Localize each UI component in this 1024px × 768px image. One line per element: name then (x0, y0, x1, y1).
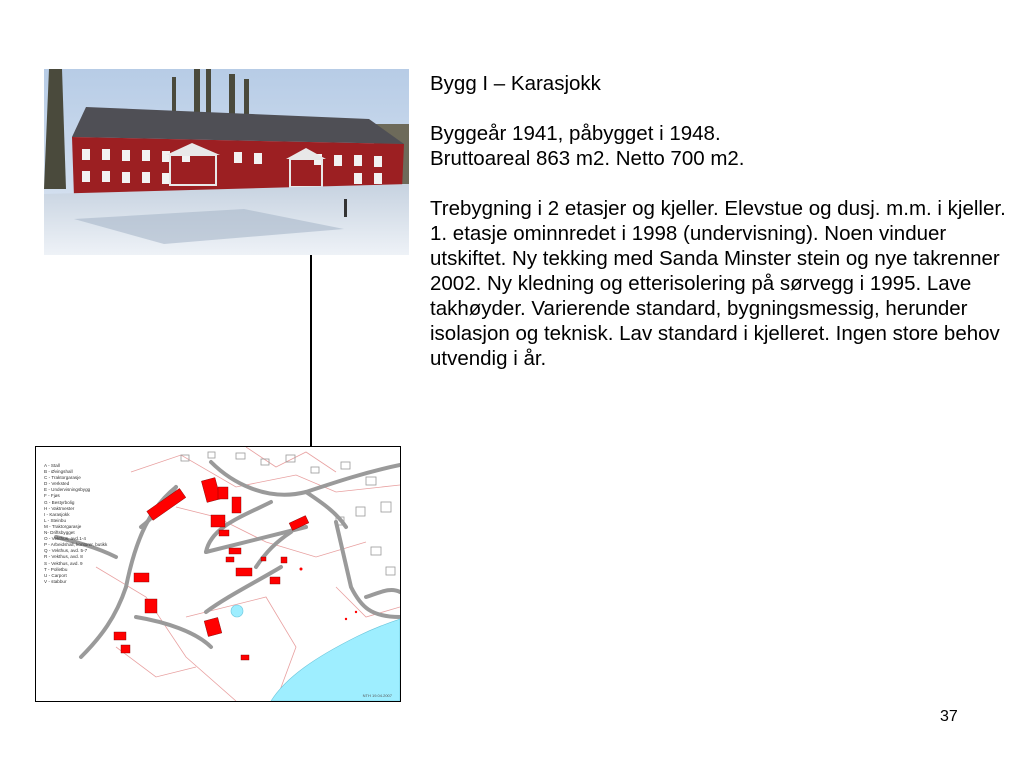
legend-item: O - Vekthus, avd.1-4 (44, 536, 86, 542)
legend-item: B - Øvingshall (44, 469, 73, 475)
page-number: 37 (940, 708, 958, 725)
legend-item: T - Polletbu (44, 566, 68, 572)
legend-item: P - Arbeidshall, kontorer, butikk (44, 542, 108, 548)
slide-text (430, 71, 1015, 371)
legend-item: F - Fjøs (44, 493, 60, 499)
legend-item: L - Steinbu (44, 517, 67, 523)
map-legend (44, 463, 120, 585)
legend-item: M - Traktorgarasje (44, 523, 82, 529)
legend-item: H - Vaktmester (44, 505, 75, 511)
building-description: Trebygning i 2 etasjer og kjeller. Elevstue og dusj. m.m. i kjeller. 1. etasje ominnredet i 1998 (undervisning). Noen vinduer utskiftet. Ny tekking med Sanda Minster stein og nye takrenner 2002. Ny kledning og etterisolering på sørvegg i 1995. Lave takhøyder. Varierende standard, bygningsmessig, herunder isolasjon og teknisk. Lav standard i kjelleret. Ingen store behov utvendig i år. (430, 197, 1006, 370)
legend-item: G - Bestyrbolig (44, 499, 75, 505)
slide-title: Bygg I – Karasjokk (430, 72, 601, 95)
legend-item: N- Driftsbygget (44, 530, 75, 536)
legend-item: S - Vekthus, avd. 9 (44, 560, 83, 566)
legend-item: I - Karasjokk (44, 511, 70, 517)
legend-item: U - Carport (44, 572, 67, 578)
legend-item: E - Undervisningsbygg (44, 487, 91, 493)
legend-item: C - Traktorgarasje (44, 475, 81, 481)
legend-item: Q - Vekthus, avd. 5-7 (44, 548, 88, 554)
building-photo (44, 69, 409, 255)
map-credit: NTH 19.04.2007 (362, 693, 392, 698)
legend-item: V - stabbur (44, 578, 67, 584)
fact-built-year: Byggeår 1941, påbygget i 1948. (430, 122, 721, 145)
legend-item: D - Verksted (44, 481, 70, 487)
site-map (35, 446, 401, 702)
legend-item: A - Stall (44, 463, 60, 468)
legend-item: R - Vekthus, avd. 8 (44, 554, 83, 560)
fact-area: Bruttoareal 863 m2. Netto 700 m2. (430, 147, 745, 170)
